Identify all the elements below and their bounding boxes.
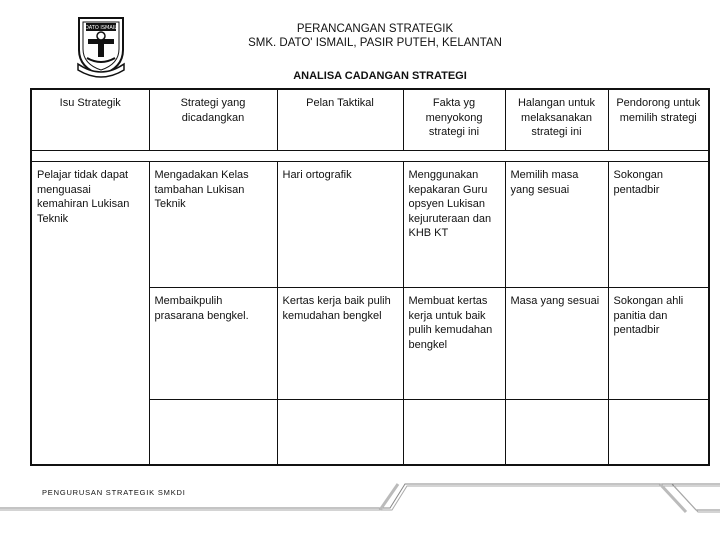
footer-label: PENGURUSAN STRATEGIK SMKDI: [42, 488, 186, 497]
title-line-1: PERANCANGAN STRATEGIK: [296, 23, 454, 35]
section-subtitle: ANALISA CADANGAN STRATEGI: [293, 70, 467, 82]
table-cell: Memilih masa yang sesuai: [505, 162, 608, 288]
table-header-row: [31, 89, 709, 151]
table-cell: [149, 400, 277, 466]
footer-decoration: [0, 470, 720, 540]
table-row: [31, 162, 709, 288]
school-crest-logo: [74, 14, 128, 78]
issue-cell: Pelajar tidak dapat menguasai kemahiran Lukisan Teknik: [31, 162, 149, 466]
table-cell: [277, 400, 403, 466]
table-cell: Sokongan ahli panitia dan pentadbir: [608, 288, 709, 400]
table-cell: Menggunakan kepakaran Guru opsyen Lukisan kejuruteraan dan KHB KT: [403, 162, 505, 288]
table-cell: Membuat kertas kerja untuk baik pulih kemudahan bengkel: [403, 288, 505, 400]
strategy-analysis-table: [30, 88, 710, 466]
table-cell: Mengadakan Kelas tambahan Lukisan Teknik: [149, 162, 277, 288]
table-cell: Kertas kerja baik pulih kemudahan bengkel: [277, 288, 403, 400]
header-cell: Isu Strategik: [31, 89, 149, 151]
table-cell: Sokongan pentadbir: [608, 162, 709, 288]
table-cell: Hari ortografik: [277, 162, 403, 288]
document-title: [150, 22, 600, 50]
table-cell: Masa yang sesuai: [505, 288, 608, 400]
header-cell: Strategi yang dicadangkan: [149, 89, 277, 151]
header-cell: Halangan untuk melaksanakan strategi ini: [505, 89, 608, 151]
header-cell: Pelan Taktikal: [277, 89, 403, 151]
table-cell: [505, 400, 608, 466]
table-cell: [608, 400, 709, 466]
table-cell: [403, 400, 505, 466]
svg-text:DATO ISMAIL: DATO ISMAIL: [84, 25, 118, 31]
header-cell: Pendorong untuk memilih strategi: [608, 89, 709, 151]
title-line-2: SMK. DATO' ISMAIL, PASIR PUTEH, KELANTAN: [248, 37, 502, 49]
header-cell: Fakta yg menyokong strategi ini: [403, 89, 505, 151]
table-cell: Membaikpulih prasarana bengkel.: [149, 288, 277, 400]
